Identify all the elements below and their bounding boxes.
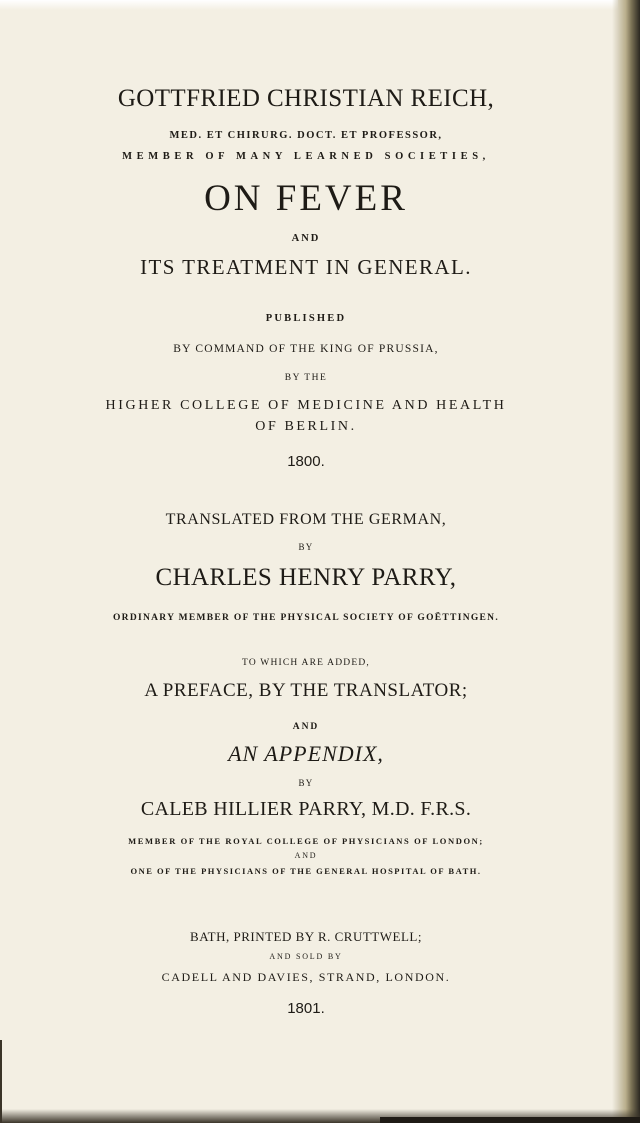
sellers-line: CADELL AND DAVIES, STRAND, LONDON.: [161, 970, 451, 984]
college-name-line-2: OF BERLIN.: [255, 419, 357, 434]
translated-line: TRANSLATED FROM THE GERMAN,: [165, 511, 447, 528]
conjunction-and-3: AND: [294, 851, 318, 860]
preface-line: A PREFACE, BY THE TRANSLATOR;: [144, 680, 468, 701]
conjunction-and: AND: [291, 233, 321, 244]
appendix-author-name: CALEB HILLIER PARRY, M.D. F.R.S.: [140, 798, 472, 820]
college-name-line-1: HIGHER COLLEGE OF MEDICINE AND HEALTH: [105, 398, 507, 413]
book-title: ON FEVER: [204, 178, 408, 219]
sold-by-label: AND SOLD BY: [269, 952, 343, 961]
book-fore-edge: [618, 0, 640, 1123]
by-label-2: BY: [298, 778, 314, 788]
by-command-line: BY COMMAND OF THE KING OF PRUSSIA,: [173, 343, 439, 355]
author-membership: MEMBER OF MANY LEARNED SOCIETIES,: [122, 151, 490, 162]
by-the-label: BY THE: [284, 373, 328, 383]
printer-line: BATH, PRINTED BY R. CRUTTWELL;: [190, 929, 422, 944]
translator-name: CHARLES HENRY PARRY,: [155, 564, 457, 591]
by-label-1: BY: [298, 542, 314, 552]
book-subtitle: ITS TREATMENT IN GENERAL.: [140, 255, 472, 279]
added-line: TO WHICH ARE ADDED,: [241, 658, 370, 668]
translator-membership: ORDINARY MEMBER OF THE PHYSICAL SOCIETY OF GOËTTINGEN.: [112, 613, 500, 623]
appendix-author-membership-1: MEMBER OF THE ROYAL COLLEGE OF PHYSICIANS OF LONDON;: [128, 836, 484, 846]
conjunction-and-2: AND: [292, 722, 320, 732]
author-name: GOTTFRIED CHRISTIAN REICH,: [117, 85, 495, 112]
appendix-line: AN APPENDIX,: [228, 741, 384, 766]
author-degree: MED. ET CHIRURG. DOCT. ET PROFESSOR,: [169, 130, 443, 141]
book-bottom-band: [380, 1117, 640, 1123]
published-label: PUBLISHED: [265, 313, 347, 324]
original-year: 1800.: [287, 453, 325, 470]
page-top-edge: [0, 0, 640, 10]
appendix-author-membership-2: ONE OF THE PHYSICIANS OF THE GENERAL HOSPITAL OF BATH.: [130, 866, 482, 876]
publication-year: 1801.: [287, 1000, 325, 1017]
